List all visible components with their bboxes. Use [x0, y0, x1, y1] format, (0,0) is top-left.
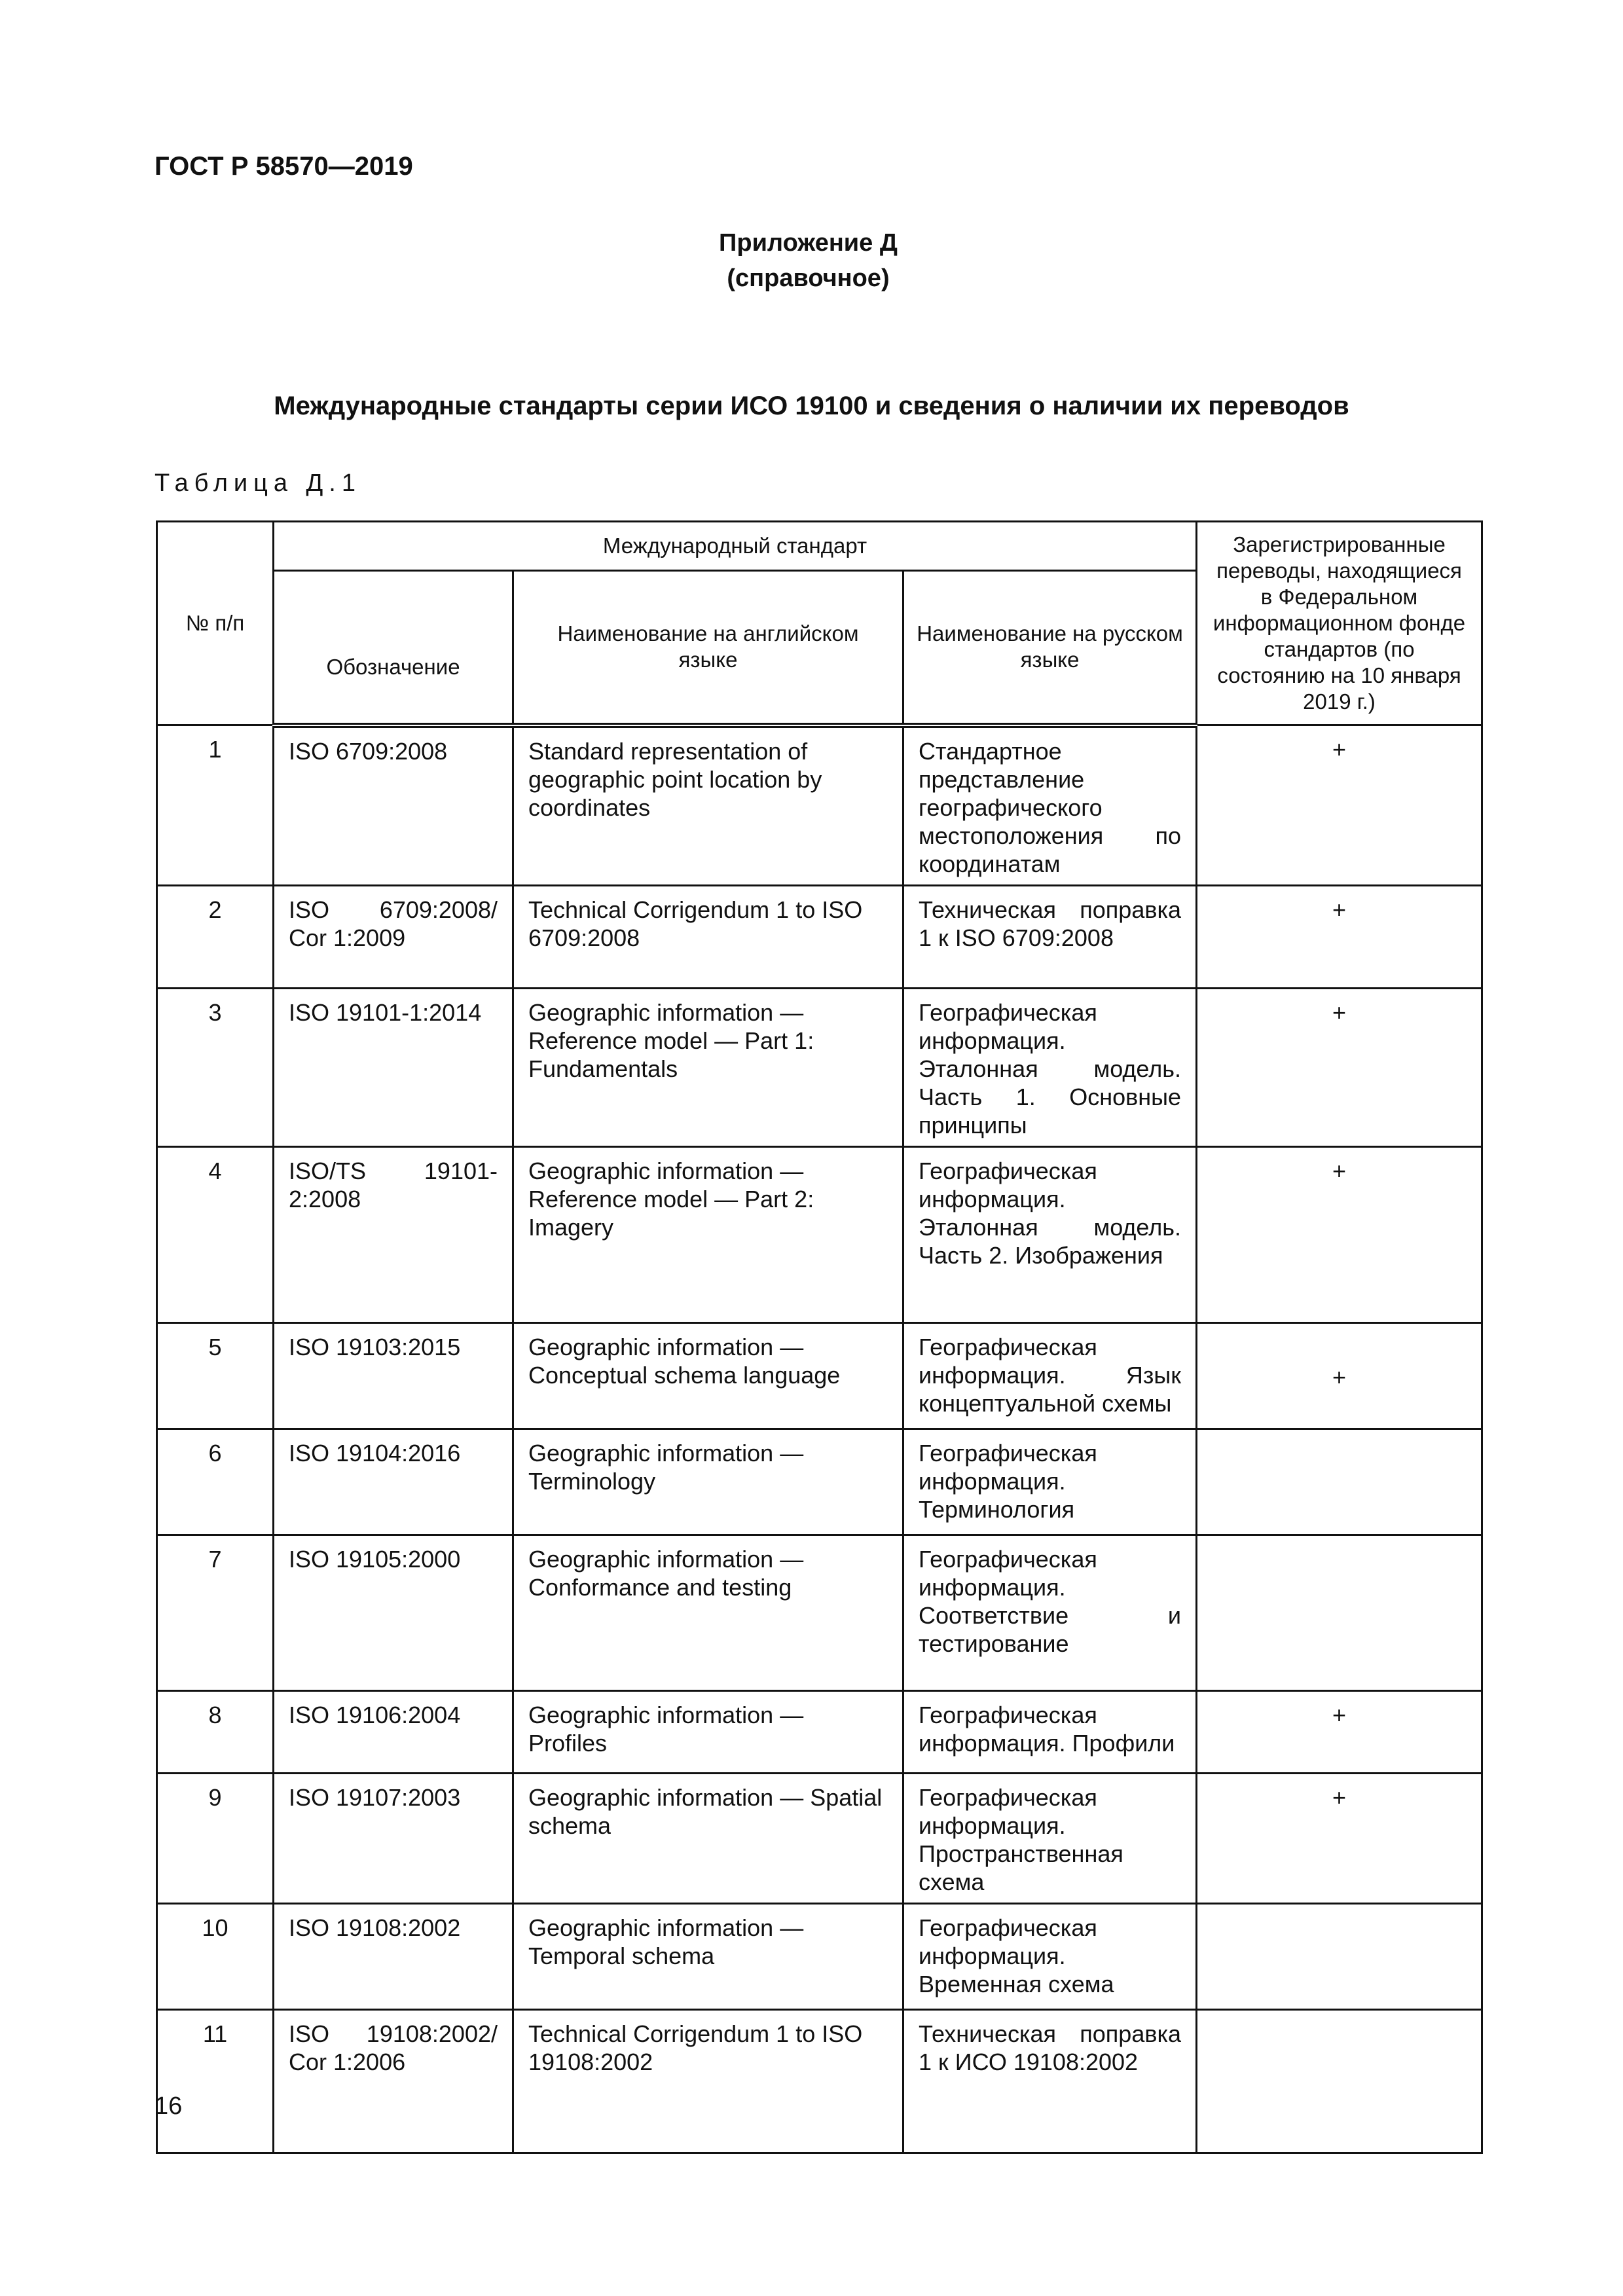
section-title: Международные стандарты серии ИСО 19100 и сведения о наличии их переводов [274, 392, 1349, 420]
cell-russian: Географическая информация. Пространственная схема [903, 1773, 1197, 1903]
header-english-name: Наименование на английском языке [513, 570, 903, 725]
cell-russian: Стандартное представление географического местоположения по координатам [903, 725, 1197, 886]
cell-english: Technical Corrigendum 1 to ISO 6709:2008 [513, 885, 903, 988]
cell-translation-mark: + [1197, 725, 1482, 886]
cell-russian: Географическая информация. Терминология [903, 1429, 1197, 1535]
cell-translation-mark: + [1197, 885, 1482, 988]
cell-designation: ISO 19108:2002/ Cor 1:2006 [274, 2009, 513, 2153]
table-row [157, 988, 1482, 1146]
cell-num: 3 [157, 988, 274, 1146]
cell-num: 10 [157, 1903, 274, 2009]
page-number: 16 [155, 2092, 183, 2120]
cell-translation-mark [1197, 1429, 1482, 1535]
table-row [157, 1535, 1482, 1690]
cell-russian: Техническая поправка 1 к ИСО 19108:2002 [903, 2009, 1197, 2153]
cell-num: 1 [157, 725, 274, 886]
standards-table [156, 520, 1483, 2154]
cell-designation: ISO 19105:2000 [274, 1535, 513, 1690]
cell-english: Geographic information — Reference model — Part 2: Imagery [513, 1146, 903, 1322]
cell-russian: Географическая информация. Эталонная модель. Часть 2. Изображения [903, 1146, 1197, 1322]
cell-translation-mark: + [1197, 1690, 1482, 1773]
appendix-type: (справочное) [727, 264, 890, 292]
cell-russian: Географическая информация. Временная схема [903, 1903, 1197, 2009]
cell-english: Geographic information — Spatial schema [513, 1773, 903, 1903]
cell-english: Technical Corrigendum 1 to ISO 19108:2002 [513, 2009, 903, 2153]
cell-num: 4 [157, 1146, 274, 1322]
cell-russian: Техническая поправка 1 к ISO 6709:2008 [903, 885, 1197, 988]
cell-translation-mark [1197, 1535, 1482, 1690]
cell-english: Geographic information — Reference model — Part 1: Fundamentals [513, 988, 903, 1146]
header-russian-name: Наименование на русском языке [903, 570, 1197, 725]
cell-translation-mark: + [1197, 1322, 1482, 1429]
cell-num: 8 [157, 1690, 274, 1773]
table-row [157, 2009, 1482, 2153]
header-designation: Обозначение [274, 570, 513, 725]
cell-num: 5 [157, 1322, 274, 1429]
cell-translation-mark [1197, 1903, 1482, 2009]
cell-num: 11 [157, 2009, 274, 2153]
cell-designation: ISO 19107:2003 [274, 1773, 513, 1903]
table-row [157, 725, 1482, 886]
cell-russian: Географическая информация. Язык концептуальной схемы [903, 1322, 1197, 1429]
cell-english: Geographic information — Conformance and testing [513, 1535, 903, 1690]
table-row [157, 1146, 1482, 1322]
header-num: № п/п [157, 522, 274, 725]
table-row [157, 885, 1482, 988]
cell-designation: ISO/TS 19101-2:2008 [274, 1146, 513, 1322]
cell-translation-mark: + [1197, 1146, 1482, 1322]
cell-designation: ISO 6709:2008 [274, 725, 513, 886]
cell-russian: Географическая информация. Эталонная модель. Часть 1. Основные принципы [903, 988, 1197, 1146]
cell-english: Geographic information — Profiles [513, 1690, 903, 1773]
cell-english: Geographic information — Terminology [513, 1429, 903, 1535]
cell-num: 9 [157, 1773, 274, 1903]
header-registered: Зарегистрированные переводы, находящиеся в Федеральном информационном фонде стандартов (по состоянию на 10 января 2019 г.) [1197, 522, 1482, 725]
appendix-title: Приложение Д [719, 229, 898, 257]
table-row [157, 1690, 1482, 1773]
cell-english: Standard representation of geographic point location by coordinates [513, 725, 903, 886]
cell-designation: ISO 19104:2016 [274, 1429, 513, 1535]
table-label: Таблица Д.1 [155, 469, 361, 497]
cell-num: 7 [157, 1535, 274, 1690]
cell-english: Geographic information — Temporal schema [513, 1903, 903, 2009]
cell-designation: ISO 6709:2008/ Cor 1:2009 [274, 885, 513, 988]
cell-designation: ISO 19103:2015 [274, 1322, 513, 1429]
table-row [157, 1773, 1482, 1903]
cell-num: 6 [157, 1429, 274, 1535]
cell-translation-mark: + [1197, 1773, 1482, 1903]
table-row [157, 1429, 1482, 1535]
cell-english: Geographic information — Conceptual schema language [513, 1322, 903, 1429]
cell-designation: ISO 19108:2002 [274, 1903, 513, 2009]
cell-translation-mark: + [1197, 988, 1482, 1146]
cell-designation: ISO 19106:2004 [274, 1690, 513, 1773]
cell-designation: ISO 19101-1:2014 [274, 988, 513, 1146]
cell-num: 2 [157, 885, 274, 988]
cell-russian: Географическая информация. Профили [903, 1690, 1197, 1773]
cell-russian: Географическая информация. Соответствие и тестирование [903, 1535, 1197, 1690]
table-row [157, 1322, 1482, 1429]
table-row [157, 1903, 1482, 2009]
appendix-heading [0, 225, 1623, 296]
header-intl-standard: Международный стандарт [274, 522, 1197, 571]
document-code: ГОСТ Р 58570—2019 [155, 152, 413, 181]
cell-translation-mark [1197, 2009, 1482, 2153]
